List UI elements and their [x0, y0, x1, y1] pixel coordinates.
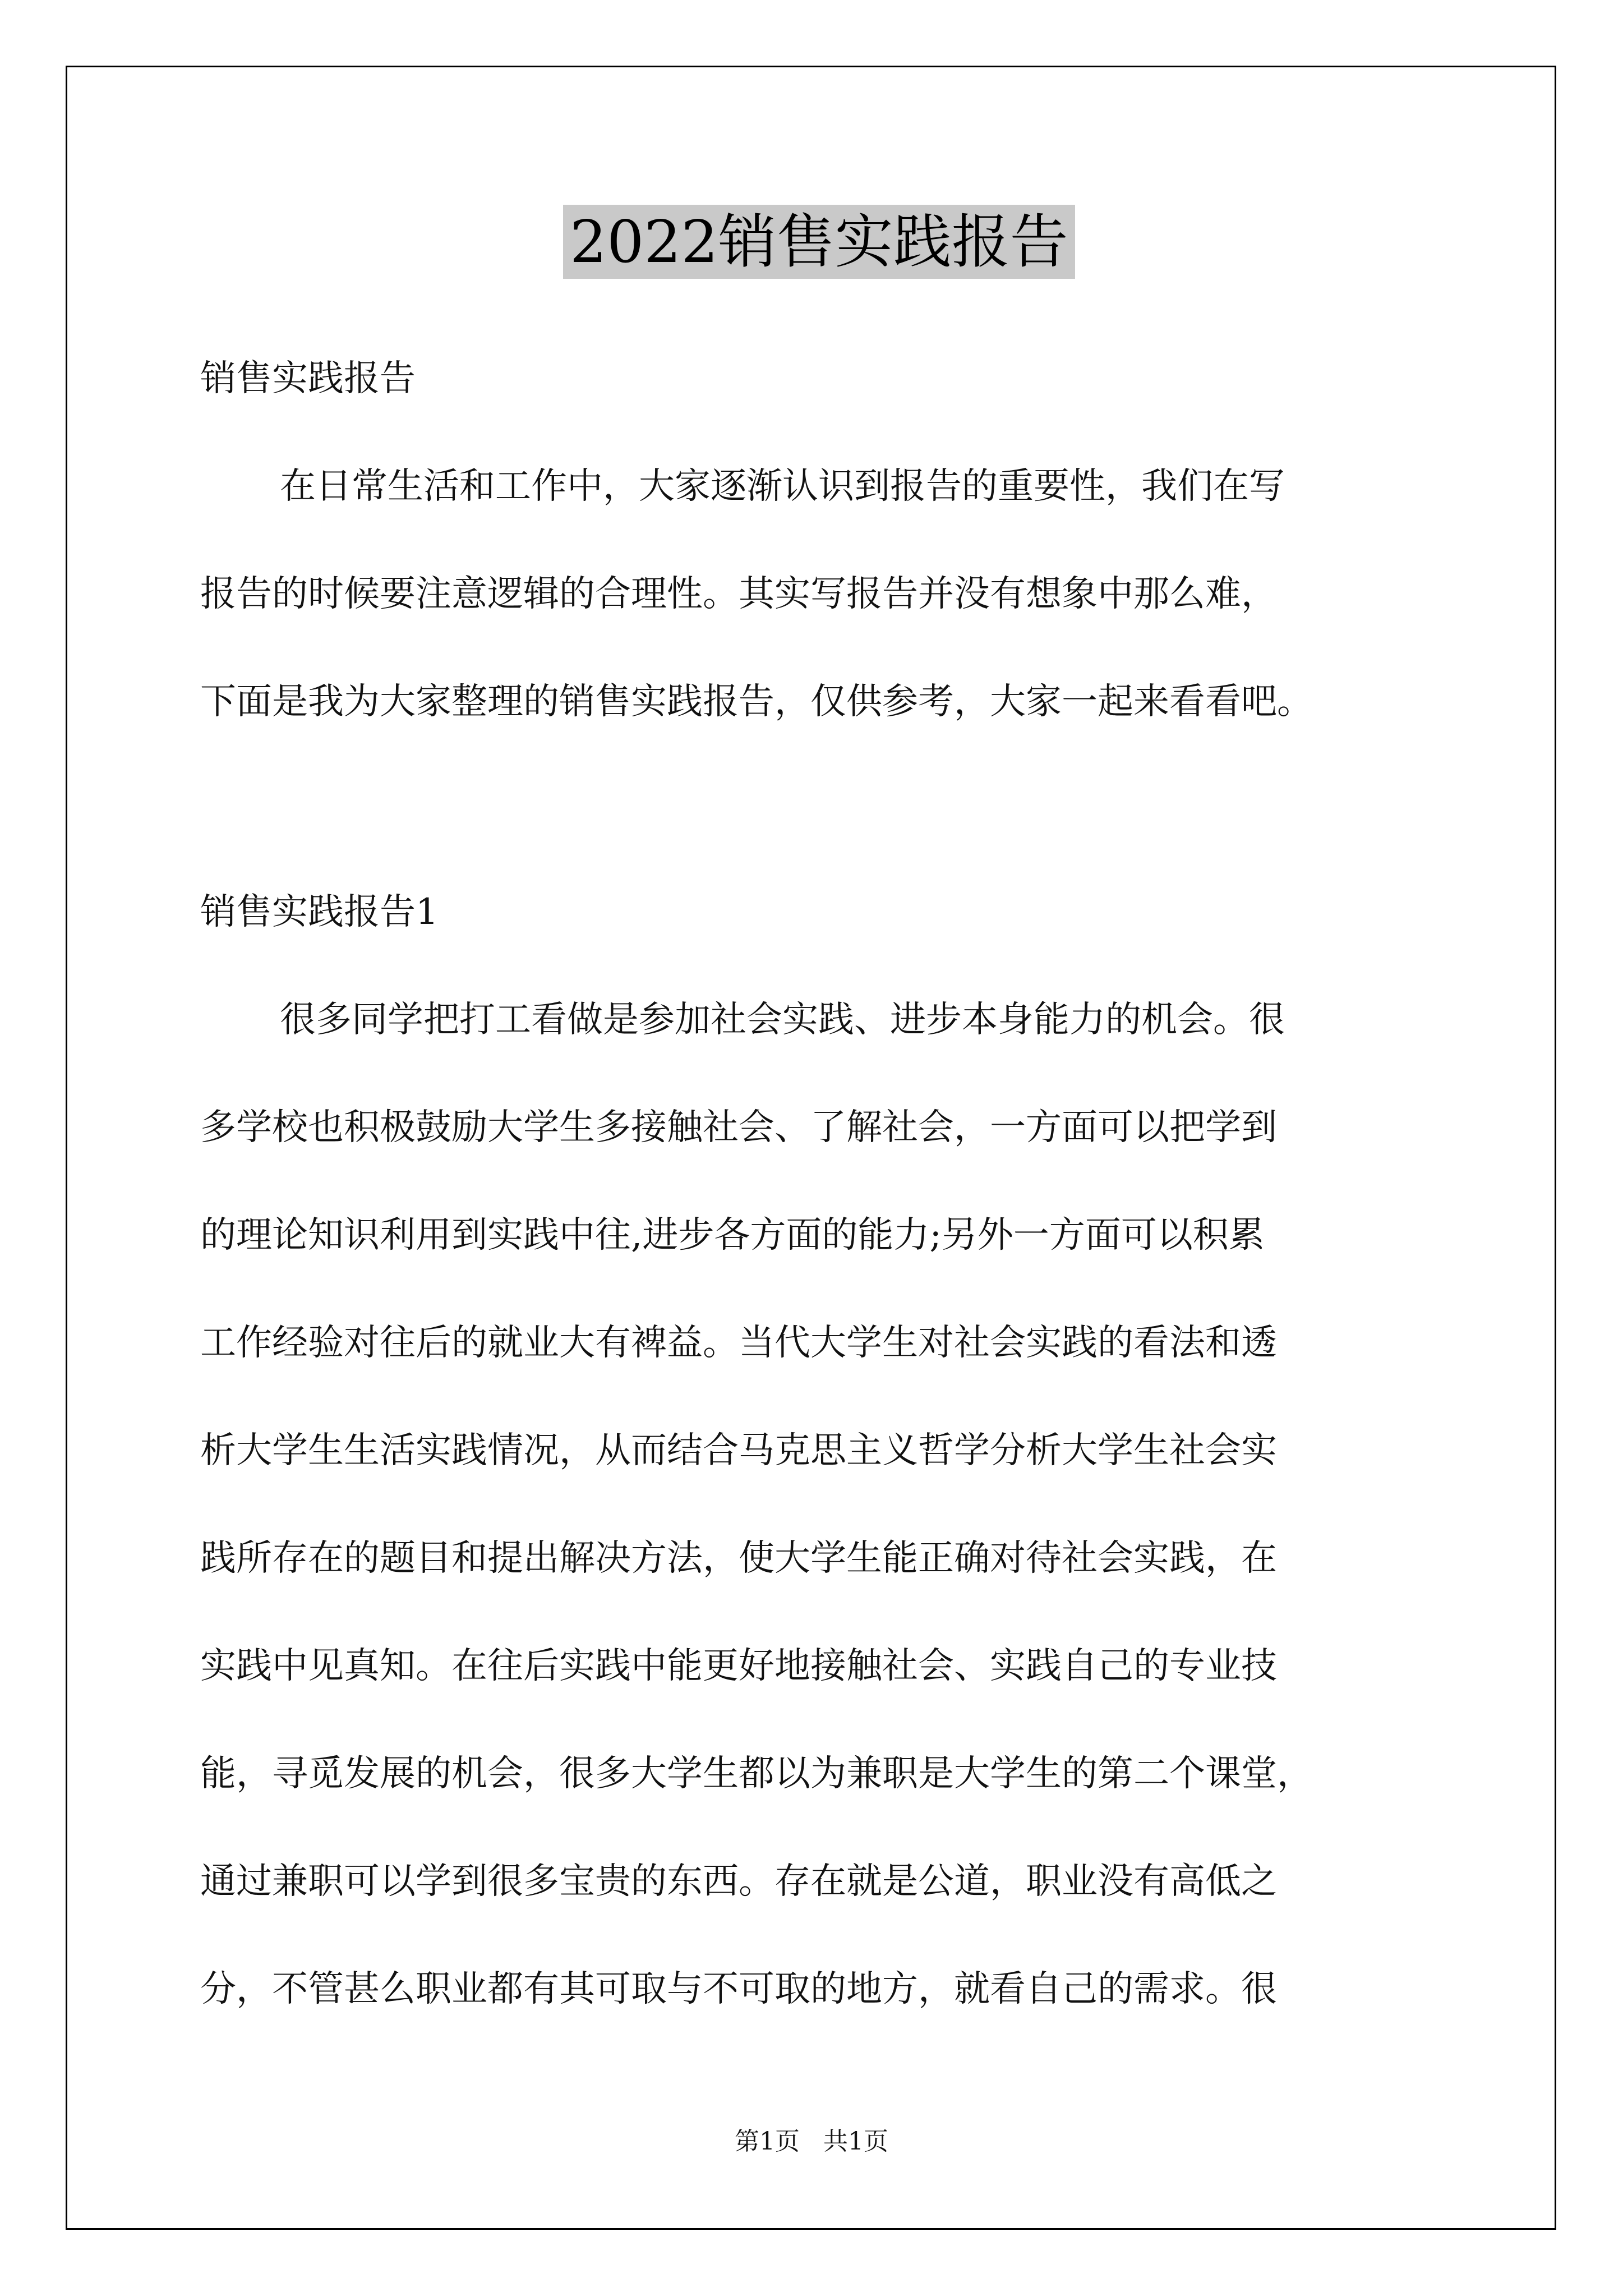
- intro-heading: 销售实践报告: [200, 358, 416, 399]
- section1-line-4: 工作经验对往后的就业大有裨益。当代大学生对社会实践的看法和透: [200, 1322, 1277, 1364]
- section1-line-2: 多学校也积极鼓励大学生多接触社会、了解社会，一方面可以把学到: [200, 1107, 1277, 1148]
- section1-line-8: 能，寻觅发展的机会，很多大学生都以为兼职是大学生的第二个课堂，: [200, 1753, 1313, 1795]
- page-number-footer: 第1页 共1页: [735, 2127, 888, 2156]
- section1-line-7: 实践中见真知。在往后实践中能更好地接触社会、实践自己的专业技: [200, 1645, 1277, 1687]
- intro-line-2: 报告的时候要注意逻辑的合理性。其实写报告并没有想象中那么难，: [200, 573, 1277, 615]
- document-title: 2022销售实践报告: [563, 205, 1075, 279]
- intro-line-1: 在日常生活和工作中，大家逐渐认识到报告的重要性，我们在写: [280, 466, 1285, 507]
- section1-line-1: 很多同学把打工看做是参加社会实践、进步本身能力的机会。很: [280, 999, 1285, 1041]
- section1-line-9: 通过兼职可以学到很多宝贵的东西。存在就是公道，职业没有高低之: [200, 1861, 1277, 1902]
- intro-line-3: 下面是我为大家整理的销售实践报告，仅供参考，大家一起来看看吧。: [200, 681, 1313, 723]
- section1-line-5: 析大学生生活实践情况，从而结合马克思主义哲学分析大学生社会实: [200, 1430, 1277, 1471]
- section1-line-6: 践所存在的题目和提出解决方法，使大学生能正确对待社会实践，在: [200, 1538, 1277, 1579]
- section1-heading: 销售实践报告1: [200, 891, 439, 933]
- section1-line-3: 的理论知识利用到实践中往,进步各方面的能力;另外一方面可以积累: [200, 1214, 1265, 1256]
- section1-line-10: 分，不管甚么职业都有其可取与不可取的地方，就看自己的需求。很: [200, 1968, 1277, 2010]
